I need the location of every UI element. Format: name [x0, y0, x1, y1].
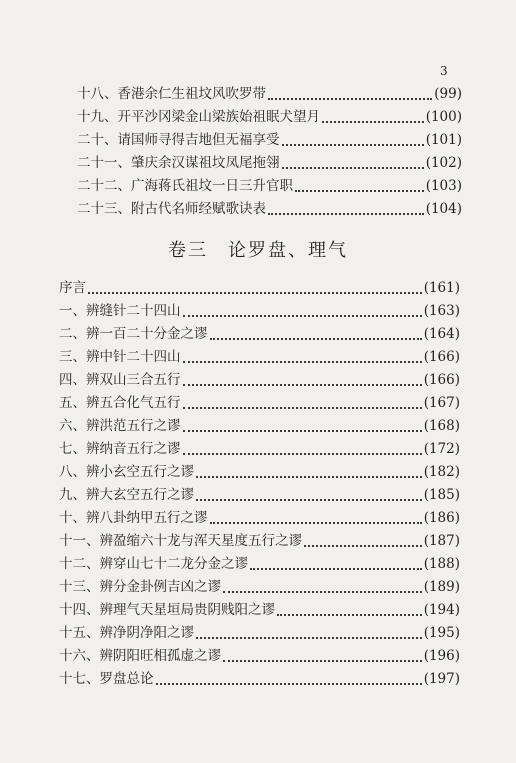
toc-entry-title: 十九、开平沙冈梁金山梁族始祖眠犬望月	[77, 109, 320, 125]
toc-entry-page: (188)	[423, 556, 460, 572]
toc-entry-title: 十五、辨净阴净阳之谬	[59, 625, 194, 641]
toc-entry	[0, 599, 516, 621]
toc-entry-page: (99)	[434, 86, 462, 102]
leader-dots	[183, 314, 422, 317]
toc-entry-page: (161)	[423, 280, 460, 296]
leader-dots	[196, 475, 422, 478]
leader-dots	[196, 636, 422, 639]
toc-entry-page: (103)	[425, 178, 462, 194]
toc-entry	[0, 175, 516, 197]
toc-entry	[0, 277, 516, 299]
toc-entry-page: (104)	[425, 201, 462, 217]
toc-entry	[0, 392, 516, 414]
toc-entry-title: 三、辨中针二十四山	[59, 349, 181, 365]
leader-dots	[183, 429, 422, 432]
leader-dots	[183, 360, 422, 363]
toc-entry-title: 一、辨缝针二十四山	[59, 303, 181, 319]
toc-entry-title: 二十一、肇庆余汉谋祖坟凤尾拖翎	[77, 155, 280, 171]
page-number: 3	[440, 64, 448, 78]
toc-entry	[0, 461, 516, 483]
leader-dots	[210, 337, 422, 340]
leader-dots	[223, 590, 422, 593]
toc-entry-page: (186)	[423, 510, 460, 526]
leader-dots	[196, 498, 422, 501]
toc-entry	[0, 553, 516, 575]
toc-entry-title: 十四、辨理气天星垣局贵阴贱阳之谬	[59, 602, 275, 618]
toc-entry	[0, 415, 516, 437]
toc-entry-page: (195)	[423, 625, 460, 641]
toc-entry-title: 二十三、附古代名师经赋歌诀表	[77, 201, 266, 217]
toc-entry	[0, 83, 516, 105]
toc-entry-page: (101)	[425, 132, 462, 148]
leader-dots	[88, 291, 422, 294]
toc-entry-title: 二、辨一百二十分金之谬	[59, 326, 208, 342]
toc-entry	[0, 300, 516, 322]
toc-entry	[0, 530, 516, 552]
toc-entry-title: 六、辨洪范五行之谬	[59, 418, 181, 434]
toc-entry	[0, 369, 516, 391]
toc-entry-page: (166)	[423, 372, 460, 388]
toc-entry-title: 十七、罗盘总论	[59, 671, 154, 687]
toc-entry-title: 九、辨大玄空五行之谬	[59, 487, 194, 503]
toc-entry-title: 十八、香港余仁生祖坟风吹罗带	[77, 86, 266, 102]
leader-dots	[210, 521, 422, 524]
toc-entry-title: 序言	[59, 280, 86, 296]
toc-entry-title: 十六、辨阴阳旺相孤虚之谬	[59, 648, 221, 664]
toc-entry-page: (164)	[423, 326, 460, 342]
leader-dots	[183, 406, 422, 409]
toc-entry-page: (185)	[423, 487, 460, 503]
leader-dots	[223, 659, 422, 662]
leader-dots	[183, 452, 422, 455]
toc-entry	[0, 645, 516, 667]
toc-entry-page: (189)	[423, 579, 460, 595]
toc-entry	[0, 323, 516, 345]
leader-dots	[282, 166, 424, 169]
toc-entry-title: 四、辨双山三合五行	[59, 372, 181, 388]
toc-entry	[0, 622, 516, 644]
toc-entry-page: (172)	[423, 441, 460, 457]
leader-dots	[277, 613, 422, 616]
toc-entry-title: 十、辨八卦纳甲五行之谬	[59, 510, 208, 526]
toc-entry-title: 八、辨小玄空五行之谬	[59, 464, 194, 480]
toc-entry-page: (182)	[423, 464, 460, 480]
toc-entry	[0, 484, 516, 506]
toc-entry-page: (196)	[423, 648, 460, 664]
toc-entry-page: (187)	[423, 533, 460, 549]
toc-entry-title: 二十二、广海蒋氏祖坟一日三升官职	[77, 178, 293, 194]
leader-dots	[268, 212, 424, 215]
toc-entry-title: 十一、辨盈缩六十龙与浑天星度五行之谬	[59, 533, 302, 549]
toc-entry	[0, 668, 516, 690]
toc-entry-page: (102)	[425, 155, 462, 171]
leader-dots	[304, 544, 422, 547]
leader-dots	[282, 143, 424, 146]
leader-dots	[268, 97, 432, 100]
toc-entry	[0, 198, 516, 220]
leader-dots	[156, 682, 422, 685]
toc-entry-title: 五、辨五合化气五行	[59, 395, 181, 411]
toc-entry-page: (163)	[423, 303, 460, 319]
toc-entry-page: (194)	[423, 602, 460, 618]
toc-entry	[0, 438, 516, 460]
leader-dots	[322, 120, 424, 123]
toc-entry-title: 十三、辨分金卦例吉凶之谬	[59, 579, 221, 595]
toc-entry	[0, 507, 516, 529]
leader-dots	[183, 383, 422, 386]
leader-dots	[250, 567, 422, 570]
toc-entry	[0, 106, 516, 128]
toc-entry	[0, 152, 516, 174]
section-title: 卷三 论罗盘、理气	[168, 240, 348, 261]
toc-entry-page: (166)	[423, 349, 460, 365]
toc-entry-page: (197)	[423, 671, 460, 687]
leader-dots	[295, 189, 424, 192]
toc-entry	[0, 576, 516, 598]
toc-entry	[0, 346, 516, 368]
toc-entry-title: 十二、辨穿山七十二龙分金之谬	[59, 556, 248, 572]
toc-entry-page: (100)	[425, 109, 462, 125]
toc-entry-title: 七、辨纳音五行之谬	[59, 441, 181, 457]
toc-entry-title: 二十、请国师寻得吉地但无福享受	[77, 132, 280, 148]
toc-entry	[0, 129, 516, 151]
toc-entry-page: (167)	[423, 395, 460, 411]
toc-entry-page: (168)	[423, 418, 460, 434]
